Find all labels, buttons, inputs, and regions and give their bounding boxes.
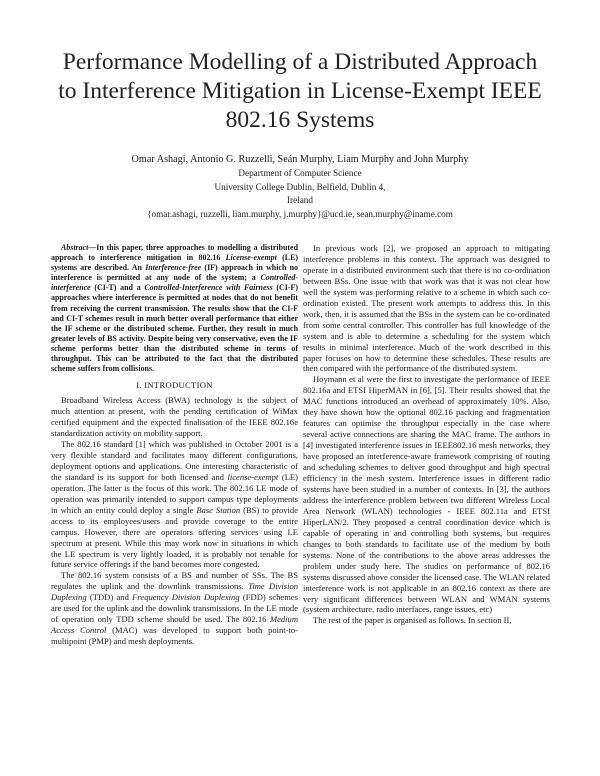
body-paragraph: Broadband Wireless Access (BWA) technology is the subject of much attention at present, with the pending certification of WiMax certified equipment and the expected finalisation of the IEEE 802.16e standardization activity on mobility support.	[51, 395, 298, 439]
right-column	[303, 243, 550, 626]
left-column	[51, 243, 298, 647]
section-heading-introduction: I. INTRODUCTION	[136, 380, 213, 391]
title-line: to Interference Mitigation in License-Exempt IEEE	[58, 78, 542, 104]
body-paragraph: The 802.16 system consists of a BS and number of SSs. The BS regulates the uplink and the downlink transmissions. Time Division Duplexing (TDD) and Frequency Division Duplexing (FDD) schemes are used for the uplink and the downlink transmissions. In the LE mode of operation only TDD scheme should be used. The 802.16 Medium Access Control (MAC) was developed to support both point-to-multipoint (PMP) and mesh deployments.	[51, 570, 298, 647]
affiliation-line: University College Dublin, Belfield, Dublin 4,	[214, 181, 386, 192]
body-paragraph: The rest of the paper is organised as follows. In section II,	[313, 615, 512, 626]
paper-title	[40, 48, 560, 135]
title-line: Performance Modelling of a Distributed Approach	[62, 49, 538, 75]
author-emails: {omar.ashagi, ruzzelli, liam.murphy, j.murphy}@ucd.ie, sean.murphy@iname.com	[147, 209, 453, 220]
affiliation-line: Department of Computer Science	[238, 168, 362, 178]
title-line: 802.16 Systems	[225, 107, 375, 133]
body-paragraph: In previous work [2], we proposed an approach to mitigating interference problems in this context. The approach was designed to operate in a distributed environment such that there is no co-ordination between BSs. One issue with that work was that it was not clear how well the system was performing relative to a scheme in which such co-ordination existed. The present work attempts to address this. In this work, then, it is assumed that the BSs in the system can be co-ordinated from some central controller. This controller has full knowledge of the system and is able to determine a scheduling for the system which results in minimal interference. Much of the work described in this paper focuses on how to determine these schedules. These results are then compared with the performance of the distributed system.	[303, 243, 550, 374]
body-paragraph: The 802.16 standard [1] which was published in October 2001 is a very flexible standard and facilitates many different configurations, deployment options and applications. One interesting characteristic of the standard is its support for both licensed and license-exempt (LE) operation. The latter is the focus of this work. The 802.16 LE mode of operation was primarily intended to support campus type deployments in which an entity could deploy a single Base Station (BS) to provide access to its employees/users and provide coverage to the entire campus. However, there are operators offering services using LE spectrum at present. While this may work now in situations in which the LE spectrum is very lightly loaded, it is probably not tenable for future service offerings if the band becomes more congested.	[51, 438, 298, 570]
affiliation	[40, 167, 560, 222]
abstract: Abstract—In this paper, three approaches to modelling a distributed approach to interference mitigation in 802.16 License-exempt (LE) systems are described. An Interference-free (IF) approach in which no interference is permitted at any node of the system; a Controlled-interference (CI-T) and a Controlled-Interference with Fairness (CI-F) approaches where interference is permitted at nodes that do not benefit from receiving the current transmission. The results show that the CI-F and CI-T schemes result in much better overall performance that either the IF scheme or the distributed scheme. Further, they result in much greater levels of BS activity. Despite being very conservative, even the IF scheme performs better than the distributed scheme in terms of throughput. This can be attributed to the fact that the distributed scheme suffers from collisions.	[51, 243, 298, 374]
author-list: Omar Ashagi, Antonio G. Ruzzelli, Seán Murphy, Liam Murphy and John Murphy	[131, 154, 469, 165]
affiliation-line: Ireland	[286, 195, 313, 206]
body-paragraph: Hoymann et al were the first to investigate the performance of IEEE 802.16a and ETSI HiperMAN in [6], [5]. Their results showed that the MAC functions introduced an overhead of approximately 10%. Also, they have shown how the optional 802.16 packing and fragmentation features can optimise the throughput especially in the case where several active connections are sharing the MAC frame. The authors in [4] investigated interference issues in IEEE802.16 mesh networks, they have proposed an interference-aware framework comprising of routing and scheduling schemes to deliver good throughput and high spectral efficiency in the mesh system. Interference issues in different radio systems have been studied in a number of contexts. In [3], the authors address the interference problem between two different Wireless Local Area Network (WLAN) technologies - IEEE 802.11a and ETSI HiperLAN/2. They proposed a central coordination device which is capable of operating in and controlling both systems, but requires changes to both standards to facilitate use of the medium by both systems. None of the contributions to the above areas addresses the problem under study here. The studies on performance of 802.16 systems discussed above consider the licensed case. The WLAN related interference work is not applicable in an 802.16 context as there are very significant differences between WLAN and WMAN systems (system architecture, radio interfaces, range issues, etc)	[303, 374, 550, 615]
abstract-label: Abstract	[61, 243, 89, 252]
